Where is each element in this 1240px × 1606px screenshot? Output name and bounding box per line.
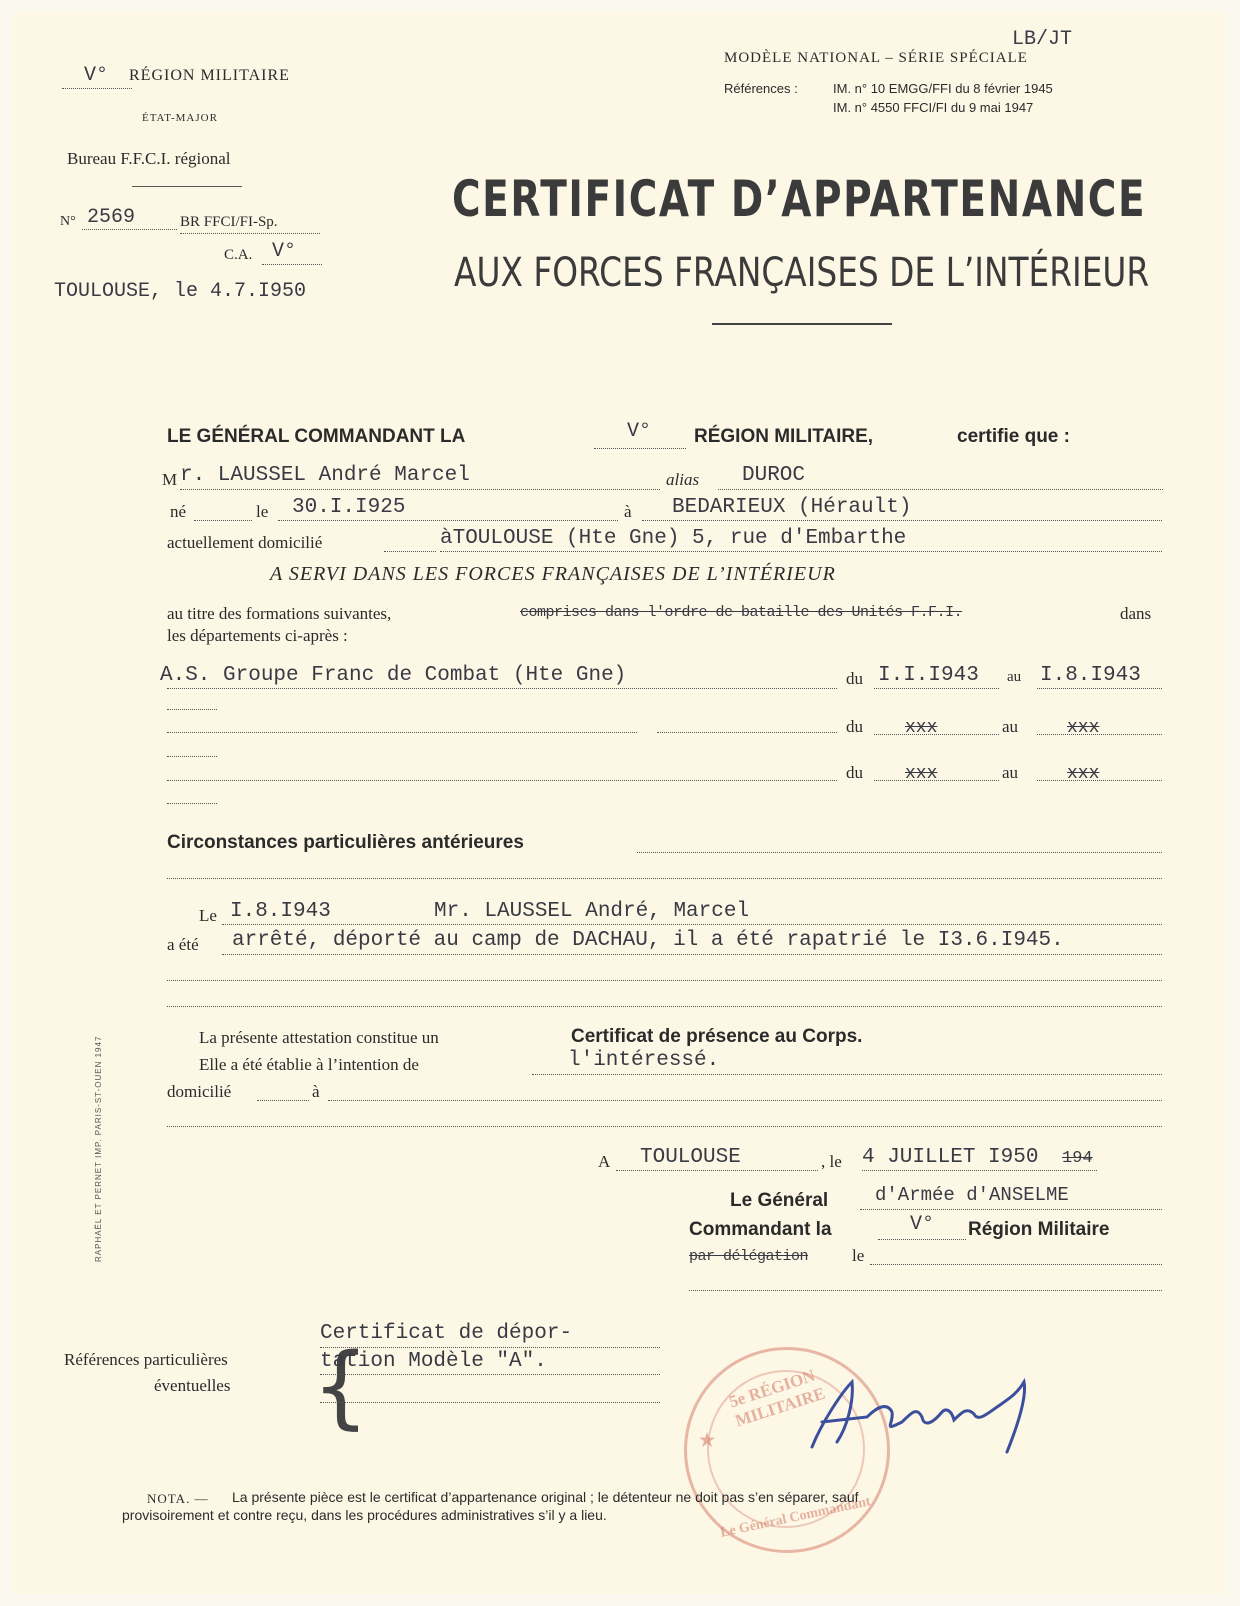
references-label-1: Références particulières bbox=[64, 1350, 228, 1369]
signing-date-line bbox=[862, 1170, 1097, 1171]
reference-1: IM. n° 10 EMGG/FFI du 8 février 1945 bbox=[833, 81, 1053, 96]
general-line bbox=[860, 1209, 1162, 1210]
number-line bbox=[82, 229, 177, 230]
formation-du-1: du bbox=[846, 669, 863, 688]
formation-to-1: I.8.I943 bbox=[1040, 664, 1141, 687]
born-label: né bbox=[170, 502, 187, 521]
number-suffix: BR FFCI/FI-Sp. bbox=[180, 214, 278, 230]
stamp-bottom-text: Le Général Commandant bbox=[719, 1494, 872, 1541]
circ-line-2 bbox=[222, 954, 1162, 955]
domicile-line bbox=[440, 551, 1162, 552]
signature bbox=[792, 1352, 1072, 1462]
title-line2: AUX FORCES FRANÇAISES DE L’INTÉRIEUR bbox=[454, 250, 1150, 296]
mr-label: M bbox=[162, 470, 178, 489]
domicilie-a-label: à bbox=[312, 1082, 320, 1101]
brace-symbol: { bbox=[312, 1334, 370, 1439]
number-value: 2569 bbox=[87, 206, 136, 229]
formation-subline-2 bbox=[167, 756, 217, 757]
circ-text: arrêté, déporté au camp de DACHAU, il a été rapatrié le I3.6.I945. bbox=[232, 929, 1064, 952]
commandant-label: Commandant la bbox=[689, 1219, 832, 1240]
region-label: RÉGION MILITAIRE bbox=[129, 67, 290, 84]
formation-to-line-3 bbox=[1037, 780, 1162, 781]
formation-to-2: xxx bbox=[1067, 718, 1100, 738]
formation-to-3: xxx bbox=[1067, 764, 1100, 784]
formation-unit-1: A.S. Groupe Franc de Combat (Hte Gne) bbox=[160, 664, 627, 687]
stamp-star-icon: ★ bbox=[699, 1430, 716, 1450]
certify-region-line bbox=[594, 448, 686, 449]
circ-ete-label: a été bbox=[167, 935, 199, 954]
general-label: Le Général bbox=[730, 1190, 829, 1211]
title-line1: CERTIFICAT D’APPARTENANCE bbox=[452, 170, 1147, 228]
signing-struck-year: 194 bbox=[1062, 1149, 1093, 1168]
domicilie-a-line bbox=[328, 1100, 1162, 1101]
formations-struck: comprises dans l'ordre de bataille des Unités F.F.I. bbox=[520, 604, 963, 621]
alias-line bbox=[718, 489, 1163, 490]
references-line-1 bbox=[320, 1347, 660, 1348]
references-value-1: Certificat de dépor- bbox=[320, 1322, 573, 1345]
attestation-prefix: La présente attestation constitue un bbox=[199, 1028, 439, 1047]
recipient-line bbox=[532, 1074, 1162, 1075]
circ-subject: Mr. LAUSSEL André, Marcel bbox=[434, 900, 750, 923]
formation-from-line-2 bbox=[874, 734, 999, 735]
born-line bbox=[194, 520, 252, 521]
formation-from-2: xxx bbox=[905, 718, 938, 738]
circumstances-label: Circonstances particulières antérieures bbox=[167, 832, 524, 853]
formation-au-2: au bbox=[1002, 717, 1019, 736]
signing-date: 4 JUILLET I950 bbox=[862, 1146, 1039, 1169]
signing-city: TOULOUSE bbox=[640, 1146, 741, 1169]
certify-suffix-bold: RÉGION MILITAIRE, bbox=[694, 426, 874, 447]
formation-from-3: xxx bbox=[905, 764, 938, 784]
signing-a-label: A bbox=[598, 1152, 611, 1171]
number-suffix-line bbox=[180, 233, 320, 234]
title-underline bbox=[712, 323, 892, 325]
nota-line-1: La présente pièce est le certificat d’appartenance original ; le détenteur ne doit pas s’en séparer, sauf bbox=[232, 1489, 859, 1505]
references-value-2: tation Modèle "A". bbox=[320, 1350, 547, 1373]
formation-from-line-3 bbox=[874, 780, 999, 781]
formation-au-3: au bbox=[1002, 763, 1019, 782]
references-line-3 bbox=[320, 1402, 660, 1403]
references-label-2: éventuelles bbox=[154, 1376, 231, 1395]
domicile-value: àTOULOUSE (Hte Gne) 5, rue d'Embarthe bbox=[440, 527, 907, 550]
domicilie-label: domicilié bbox=[167, 1082, 232, 1101]
commandant-region: V° bbox=[910, 1213, 935, 1236]
number-label: N° bbox=[60, 214, 76, 229]
place-date: TOULOUSE, le 4.7.I950 bbox=[54, 280, 307, 303]
circ-line-1 bbox=[222, 924, 1162, 925]
circumstances-line bbox=[637, 852, 1162, 853]
formation-subline-3 bbox=[167, 803, 217, 804]
recipient-value: l'intéressé. bbox=[568, 1049, 720, 1072]
divider bbox=[132, 186, 242, 187]
birth-date-line bbox=[278, 520, 618, 521]
formation-unit-line-2b bbox=[657, 732, 837, 733]
certify-suffix: certifie que : bbox=[957, 426, 1070, 447]
signing-city-line bbox=[616, 1170, 818, 1171]
commandant-region-line bbox=[878, 1239, 966, 1240]
formations-suffix: dans bbox=[1120, 604, 1152, 623]
ca-value: V° bbox=[272, 240, 297, 263]
alias-label: alias bbox=[666, 470, 700, 489]
person-name: r. LAUSSEL André Marcel bbox=[180, 464, 470, 487]
formation-to-line-2 bbox=[1037, 734, 1162, 735]
delegation-struck: par délégation bbox=[689, 1248, 809, 1265]
region-line bbox=[62, 88, 132, 89]
intention-label: Elle a été établie à l’intention de bbox=[199, 1055, 419, 1074]
certify-region-value: V° bbox=[627, 420, 652, 443]
formations-prefix: au titre des formations suivantes, bbox=[167, 604, 392, 623]
delegation-line bbox=[870, 1264, 1162, 1265]
formation-from-1: I.I.I943 bbox=[878, 664, 979, 687]
references-line-2 bbox=[320, 1374, 660, 1375]
general-name: d'Armée d'ANSELME bbox=[875, 1184, 1069, 1206]
formation-du-2: du bbox=[846, 717, 863, 736]
delegation-le: le bbox=[852, 1246, 865, 1265]
certify-prefix: LE GÉNÉRAL COMMANDANT LA bbox=[167, 426, 466, 447]
formation-du-3: du bbox=[846, 763, 863, 782]
domicilie-line bbox=[257, 1100, 309, 1101]
initials: LB/JT bbox=[1012, 28, 1073, 51]
birth-a-label: à bbox=[624, 502, 632, 521]
domicile-label: actuellement domicilié bbox=[167, 533, 323, 552]
le-label: le bbox=[256, 502, 269, 521]
formation-unit-line-3 bbox=[167, 780, 837, 781]
nota-line-2: provisoirement et contre reçu, dans les procédures administratives s’il y a lieu. bbox=[122, 1507, 607, 1523]
name-line bbox=[180, 489, 660, 490]
model-label: MODÈLE NATIONAL – SÉRIE SPÉCIALE bbox=[724, 50, 1028, 66]
birth-place-line bbox=[642, 520, 1162, 521]
circ-le-label: Le bbox=[199, 906, 217, 925]
nota-label: NOTA. — bbox=[147, 1491, 209, 1506]
circumstances-line-2 bbox=[167, 878, 1162, 879]
staff-label: ÉTAT-MAJOR bbox=[142, 112, 218, 124]
birth-date: 30.I.I925 bbox=[292, 496, 406, 519]
printer-mark: RAPHAËL ET PERNET IMP. PARIS-ST-OUEN 1947 bbox=[94, 1035, 103, 1262]
region-value: V° bbox=[84, 64, 109, 87]
formation-subline-1 bbox=[167, 709, 217, 710]
circ-line-3 bbox=[167, 980, 1162, 981]
signing-le-label: , le bbox=[821, 1152, 842, 1171]
certificate-page bbox=[12, 12, 1226, 1594]
served-heading: A SERVI DANS LES FORCES FRANÇAISES DE L’INTÉRIEUR bbox=[270, 563, 836, 585]
stamp-top-text: 5e RÉGION MILITAIRE bbox=[726, 1365, 828, 1431]
domicile-pre-line bbox=[384, 551, 436, 552]
attestation-bold: Certificat de présence au Corps. bbox=[571, 1026, 863, 1047]
ca-label: C.A. bbox=[224, 247, 253, 263]
bureau-label: Bureau F.F.C.I. régional bbox=[67, 149, 231, 168]
birth-place: BEDARIEUX (Hérault) bbox=[672, 496, 912, 519]
ca-line bbox=[262, 264, 322, 265]
alias-value: DUROC bbox=[742, 464, 806, 487]
circ-date: I.8.I943 bbox=[230, 900, 331, 923]
domicilie-line-2 bbox=[167, 1126, 1162, 1127]
references-label: Références : bbox=[724, 81, 798, 96]
formation-from-line-1 bbox=[874, 688, 999, 689]
departments-label: les départements ci-après : bbox=[167, 626, 348, 645]
delegation-line-2 bbox=[689, 1290, 1162, 1291]
region-militaire-label: Région Militaire bbox=[968, 1219, 1110, 1240]
formation-line-1 bbox=[167, 688, 837, 689]
reference-2: IM. n° 4550 FFCI/FI du 9 mai 1947 bbox=[833, 100, 1034, 115]
circ-line-4 bbox=[167, 1006, 1162, 1007]
formation-unit-line-2a bbox=[167, 732, 637, 733]
formation-to-line-1 bbox=[1037, 688, 1162, 689]
formation-au-1: au bbox=[1007, 669, 1022, 685]
